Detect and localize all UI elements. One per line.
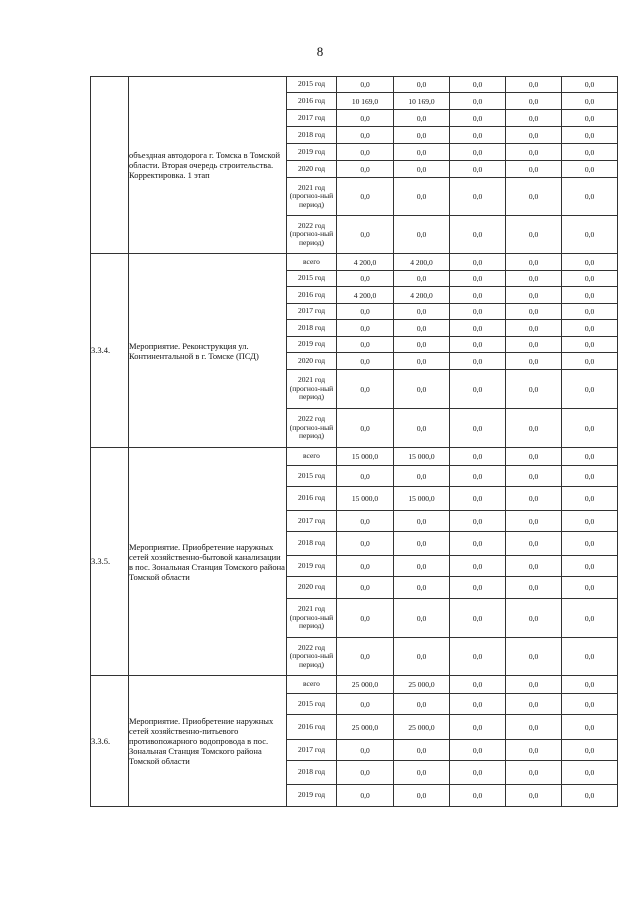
value-cell-4: 0,0 <box>506 287 562 304</box>
item-name: Мероприятие. Приобретение наружных сетей хозяйственно-бытовой канализации в пос. Зональная Станция Томского района Томской области <box>129 448 287 676</box>
value-cell-4: 0,0 <box>506 785 562 807</box>
value-cell-2: 0,0 <box>394 337 450 353</box>
value-cell-2: 0,0 <box>394 599 450 638</box>
year-label: 2016 год <box>287 287 337 304</box>
year-label: 2020 год <box>287 353 337 370</box>
value-cell-1: 25 000,0 <box>337 715 394 740</box>
value-cell-1: 0,0 <box>337 144 394 161</box>
item-number: 3.3.6. <box>91 676 129 807</box>
value-cell-3: 0,0 <box>450 761 506 785</box>
value-cell-1: 0,0 <box>337 127 394 144</box>
value-cell-2: 0,0 <box>394 556 450 577</box>
value-cell-2: 0,0 <box>394 178 450 216</box>
year-label: 2017 год <box>287 740 337 761</box>
value-cell-5: 0,0 <box>562 254 618 271</box>
year-label: 2021 год (прогноз-ный период) <box>287 178 337 216</box>
value-cell-1: 15 000,0 <box>337 448 394 466</box>
value-cell-3: 0,0 <box>450 370 506 409</box>
item-number <box>91 77 129 254</box>
value-cell-3: 0,0 <box>450 254 506 271</box>
value-cell-5: 0,0 <box>562 511 618 532</box>
year-row <box>91 77 618 93</box>
item-name: Мероприятие. Реконструкция ул. Континентальной в г. Томске (ПСД) <box>129 254 287 448</box>
value-cell-4: 0,0 <box>506 161 562 178</box>
value-cell-5: 0,0 <box>562 216 618 254</box>
value-cell-2: 0,0 <box>394 694 450 715</box>
value-cell-3: 0,0 <box>450 161 506 178</box>
value-cell-2: 4 200,0 <box>394 254 450 271</box>
value-cell-4: 0,0 <box>506 304 562 320</box>
year-label: 2018 год <box>287 320 337 337</box>
value-cell-1: 10 169,0 <box>337 93 394 110</box>
year-label: 2021 год (прогноз-ный период) <box>287 370 337 409</box>
value-cell-2: 15 000,0 <box>394 487 450 511</box>
value-cell-3: 0,0 <box>450 287 506 304</box>
item-number: 3.3.4. <box>91 254 129 448</box>
value-cell-1: 0,0 <box>337 271 394 287</box>
value-cell-5: 0,0 <box>562 638 618 676</box>
year-label: 2018 год <box>287 532 337 556</box>
year-label: всего <box>287 254 337 271</box>
value-cell-3: 0,0 <box>450 740 506 761</box>
value-cell-5: 0,0 <box>562 77 618 93</box>
value-cell-3: 0,0 <box>450 676 506 694</box>
value-cell-3: 0,0 <box>450 511 506 532</box>
value-cell-1: 0,0 <box>337 511 394 532</box>
value-cell-4: 0,0 <box>506 511 562 532</box>
value-cell-3: 0,0 <box>450 337 506 353</box>
value-cell-3: 0,0 <box>450 144 506 161</box>
item-name: Мероприятие. Приобретение наружных сетей хозяйственно-питьевого противопожарного водопровода в пос. Зональная Станция Томского района Томской области <box>129 676 287 807</box>
year-label: 2022 год (прогноз-ный период) <box>287 638 337 676</box>
value-cell-3: 0,0 <box>450 487 506 511</box>
value-cell-3: 0,0 <box>450 577 506 599</box>
value-cell-2: 25 000,0 <box>394 676 450 694</box>
value-cell-1: 4 200,0 <box>337 287 394 304</box>
year-label: 2017 год <box>287 110 337 127</box>
value-cell-5: 0,0 <box>562 556 618 577</box>
year-label: 2018 год <box>287 761 337 785</box>
value-cell-4: 0,0 <box>506 694 562 715</box>
value-cell-4: 0,0 <box>506 77 562 93</box>
value-cell-4: 0,0 <box>506 254 562 271</box>
value-cell-3: 0,0 <box>450 216 506 254</box>
value-cell-5: 0,0 <box>562 127 618 144</box>
value-cell-1: 0,0 <box>337 216 394 254</box>
value-cell-2: 0,0 <box>394 320 450 337</box>
value-cell-1: 0,0 <box>337 320 394 337</box>
value-cell-5: 0,0 <box>562 676 618 694</box>
value-cell-5: 0,0 <box>562 110 618 127</box>
value-cell-2: 0,0 <box>394 110 450 127</box>
value-cell-3: 0,0 <box>450 466 506 487</box>
value-cell-2: 0,0 <box>394 370 450 409</box>
year-label: всего <box>287 676 337 694</box>
value-cell-1: 0,0 <box>337 638 394 676</box>
total-row <box>91 254 618 271</box>
value-cell-2: 0,0 <box>394 511 450 532</box>
value-cell-2: 0,0 <box>394 740 450 761</box>
value-cell-5: 0,0 <box>562 487 618 511</box>
value-cell-2: 0,0 <box>394 409 450 448</box>
year-label: 2015 год <box>287 77 337 93</box>
value-cell-1: 0,0 <box>337 77 394 93</box>
value-cell-3: 0,0 <box>450 320 506 337</box>
value-cell-5: 0,0 <box>562 144 618 161</box>
year-label: 2019 год <box>287 785 337 807</box>
value-cell-2: 4 200,0 <box>394 287 450 304</box>
value-cell-5: 0,0 <box>562 304 618 320</box>
value-cell-4: 0,0 <box>506 216 562 254</box>
value-cell-5: 0,0 <box>562 694 618 715</box>
value-cell-1: 0,0 <box>337 337 394 353</box>
year-label: 2019 год <box>287 556 337 577</box>
value-cell-4: 0,0 <box>506 110 562 127</box>
value-cell-5: 0,0 <box>562 466 618 487</box>
value-cell-3: 0,0 <box>450 93 506 110</box>
value-cell-5: 0,0 <box>562 353 618 370</box>
value-cell-4: 0,0 <box>506 577 562 599</box>
value-cell-4: 0,0 <box>506 740 562 761</box>
year-label: 2015 год <box>287 271 337 287</box>
year-label: 2015 год <box>287 694 337 715</box>
value-cell-5: 0,0 <box>562 448 618 466</box>
value-cell-3: 0,0 <box>450 785 506 807</box>
value-cell-2: 0,0 <box>394 216 450 254</box>
value-cell-1: 0,0 <box>337 599 394 638</box>
value-cell-4: 0,0 <box>506 370 562 409</box>
value-cell-4: 0,0 <box>506 353 562 370</box>
value-cell-4: 0,0 <box>506 761 562 785</box>
value-cell-3: 0,0 <box>450 532 506 556</box>
value-cell-5: 0,0 <box>562 599 618 638</box>
value-cell-4: 0,0 <box>506 271 562 287</box>
year-label: 2017 год <box>287 511 337 532</box>
year-label: всего <box>287 448 337 466</box>
value-cell-2: 15 000,0 <box>394 448 450 466</box>
value-cell-5: 0,0 <box>562 271 618 287</box>
value-cell-2: 0,0 <box>394 577 450 599</box>
value-cell-1: 0,0 <box>337 556 394 577</box>
value-cell-4: 0,0 <box>506 337 562 353</box>
budget-table <box>90 76 618 807</box>
value-cell-2: 25 000,0 <box>394 715 450 740</box>
page-number: 8 <box>316 44 324 59</box>
total-row <box>91 676 618 694</box>
year-label: 2021 год (прогноз-ный период) <box>287 599 337 638</box>
value-cell-4: 0,0 <box>506 715 562 740</box>
value-cell-2: 10 169,0 <box>394 93 450 110</box>
value-cell-3: 0,0 <box>450 110 506 127</box>
value-cell-3: 0,0 <box>450 304 506 320</box>
value-cell-3: 0,0 <box>450 715 506 740</box>
value-cell-1: 0,0 <box>337 409 394 448</box>
value-cell-4: 0,0 <box>506 93 562 110</box>
value-cell-4: 0,0 <box>506 556 562 577</box>
value-cell-4: 0,0 <box>506 599 562 638</box>
value-cell-3: 0,0 <box>450 448 506 466</box>
item-number: 3.3.5. <box>91 448 129 676</box>
value-cell-1: 0,0 <box>337 466 394 487</box>
year-label: 2019 год <box>287 144 337 161</box>
year-label: 2016 год <box>287 715 337 740</box>
value-cell-5: 0,0 <box>562 178 618 216</box>
year-label: 2016 год <box>287 93 337 110</box>
value-cell-4: 0,0 <box>506 638 562 676</box>
value-cell-2: 0,0 <box>394 466 450 487</box>
value-cell-2: 0,0 <box>394 353 450 370</box>
value-cell-2: 0,0 <box>394 161 450 178</box>
value-cell-1: 0,0 <box>337 178 394 216</box>
value-cell-5: 0,0 <box>562 320 618 337</box>
value-cell-2: 0,0 <box>394 785 450 807</box>
item-name: объездная автодорога г. Томска в Томской области. Вторая очередь строительства. Корректировка. 1 этап <box>129 77 287 254</box>
value-cell-3: 0,0 <box>450 556 506 577</box>
value-cell-4: 0,0 <box>506 487 562 511</box>
value-cell-5: 0,0 <box>562 715 618 740</box>
value-cell-4: 0,0 <box>506 144 562 161</box>
value-cell-2: 0,0 <box>394 304 450 320</box>
value-cell-5: 0,0 <box>562 337 618 353</box>
value-cell-5: 0,0 <box>562 740 618 761</box>
value-cell-1: 0,0 <box>337 110 394 127</box>
value-cell-2: 0,0 <box>394 532 450 556</box>
value-cell-3: 0,0 <box>450 127 506 144</box>
value-cell-5: 0,0 <box>562 577 618 599</box>
value-cell-1: 15 000,0 <box>337 487 394 511</box>
value-cell-4: 0,0 <box>506 676 562 694</box>
value-cell-2: 0,0 <box>394 77 450 93</box>
value-cell-4: 0,0 <box>506 178 562 216</box>
value-cell-2: 0,0 <box>394 127 450 144</box>
value-cell-4: 0,0 <box>506 532 562 556</box>
value-cell-5: 0,0 <box>562 287 618 304</box>
year-label: 2020 год <box>287 161 337 178</box>
value-cell-5: 0,0 <box>562 93 618 110</box>
value-cell-3: 0,0 <box>450 77 506 93</box>
value-cell-3: 0,0 <box>450 409 506 448</box>
value-cell-1: 0,0 <box>337 532 394 556</box>
value-cell-1: 0,0 <box>337 304 394 320</box>
value-cell-4: 0,0 <box>506 448 562 466</box>
value-cell-5: 0,0 <box>562 785 618 807</box>
value-cell-1: 0,0 <box>337 785 394 807</box>
value-cell-4: 0,0 <box>506 320 562 337</box>
year-label: 2020 год <box>287 577 337 599</box>
value-cell-1: 0,0 <box>337 761 394 785</box>
value-cell-3: 0,0 <box>450 638 506 676</box>
value-cell-2: 0,0 <box>394 761 450 785</box>
value-cell-2: 0,0 <box>394 271 450 287</box>
value-cell-3: 0,0 <box>450 271 506 287</box>
year-label: 2017 год <box>287 304 337 320</box>
value-cell-1: 0,0 <box>337 353 394 370</box>
value-cell-1: 0,0 <box>337 161 394 178</box>
value-cell-5: 0,0 <box>562 370 618 409</box>
year-label: 2019 год <box>287 337 337 353</box>
value-cell-1: 0,0 <box>337 577 394 599</box>
value-cell-4: 0,0 <box>506 466 562 487</box>
year-label: 2022 год (прогноз-ный период) <box>287 216 337 254</box>
year-label: 2018 год <box>287 127 337 144</box>
value-cell-3: 0,0 <box>450 694 506 715</box>
value-cell-1: 25 000,0 <box>337 676 394 694</box>
value-cell-3: 0,0 <box>450 178 506 216</box>
value-cell-5: 0,0 <box>562 761 618 785</box>
value-cell-2: 0,0 <box>394 638 450 676</box>
value-cell-5: 0,0 <box>562 532 618 556</box>
value-cell-1: 4 200,0 <box>337 254 394 271</box>
value-cell-1: 0,0 <box>337 694 394 715</box>
value-cell-2: 0,0 <box>394 144 450 161</box>
value-cell-4: 0,0 <box>506 409 562 448</box>
value-cell-1: 0,0 <box>337 740 394 761</box>
value-cell-3: 0,0 <box>450 599 506 638</box>
year-label: 2016 год <box>287 487 337 511</box>
value-cell-1: 0,0 <box>337 370 394 409</box>
value-cell-5: 0,0 <box>562 409 618 448</box>
total-row <box>91 448 618 466</box>
value-cell-3: 0,0 <box>450 353 506 370</box>
year-label: 2015 год <box>287 466 337 487</box>
value-cell-4: 0,0 <box>506 127 562 144</box>
year-label: 2022 год (прогноз-ный период) <box>287 409 337 448</box>
value-cell-5: 0,0 <box>562 161 618 178</box>
